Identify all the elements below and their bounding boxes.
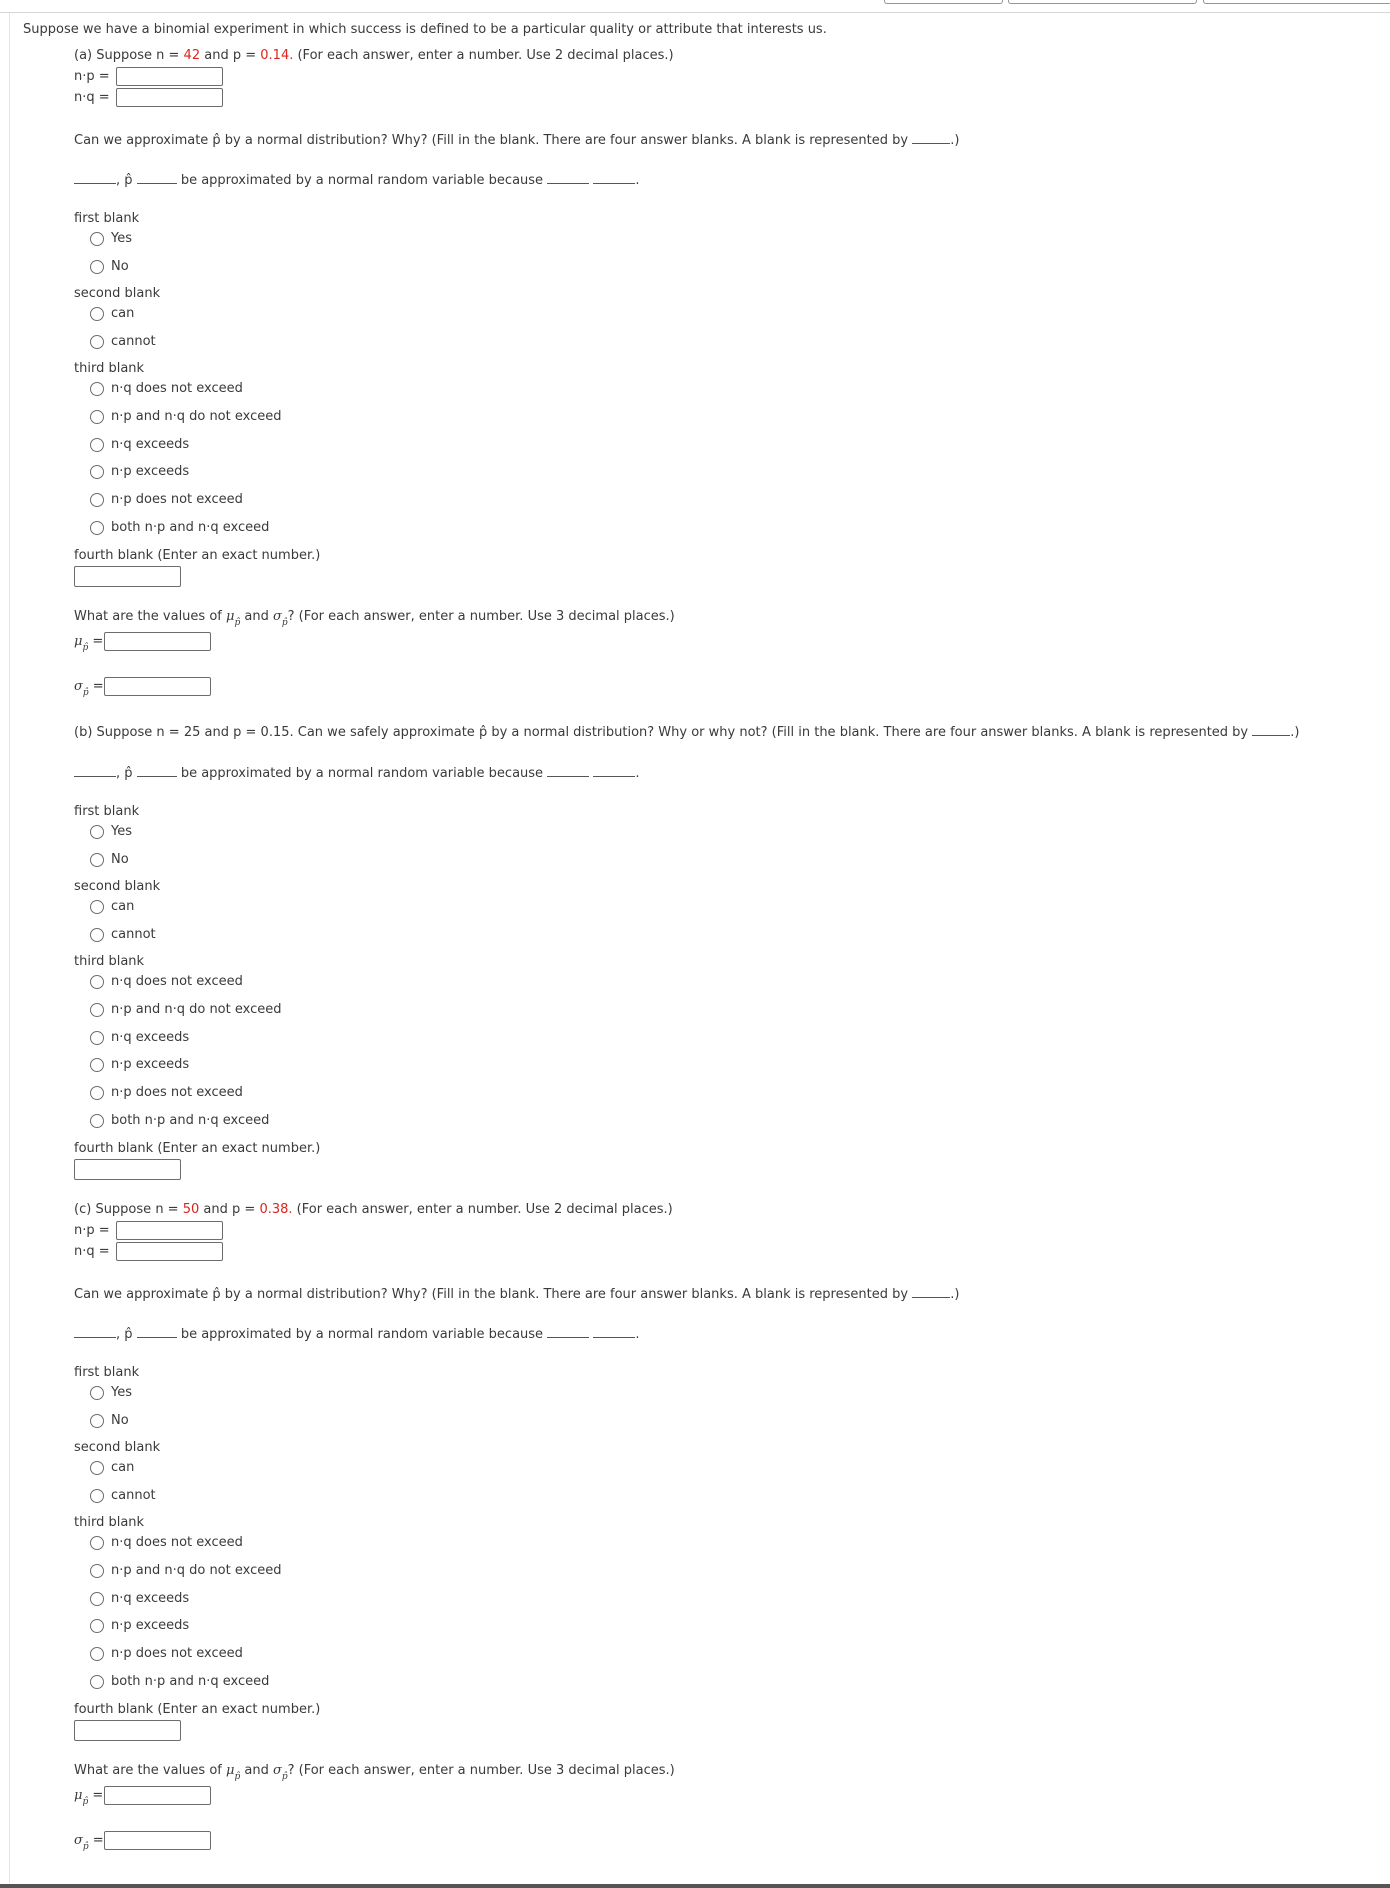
part-c-nq-input[interactable] [116,1242,223,1261]
part-b-fourth-input[interactable] [74,1159,181,1180]
part-b-third-blank-label: third blank [74,954,145,969]
part-b-fill-sentence: , p̂ be approximated by a normal random variable because . [74,764,639,781]
part-c-fourth-blank-label: fourth blank (Enter an exact number.) [74,1702,321,1717]
part-a-header: (a) Suppose n = 42 and p = 0.14. (For each answer, enter a number. Use 2 decimal places.) [74,48,674,63]
part-c-mu-sigma-question: What are the values of $\mu_{p̂}$ and $\sigma_{p̂}$? (For each answer, enter a number. Use 3 decimal places.) [74,1763,675,1782]
part-a-nq-input[interactable] [116,88,223,107]
part-b-third-opt-1[interactable]: n·q does not exceed [90,974,243,989]
part-a-third-opt-4[interactable]: n·p exceeds [90,464,189,479]
part-c-third-opt-4[interactable]: n·p exceeds [90,1618,189,1633]
part-a-mu-input[interactable] [104,632,211,651]
part-b-first-yes[interactable]: Yes [90,824,132,839]
part-a-fourth-blank-label: fourth blank (Enter an exact number.) [74,548,321,563]
part-b-third-opt-2[interactable]: n·p and n·q do not exceed [90,1002,282,1017]
part-b-fourth-blank-label: fourth blank (Enter an exact number.) [74,1141,321,1156]
top-border [0,12,1390,13]
part-b-third-opt-5[interactable]: n·p does not exceed [90,1085,243,1100]
part-c-third-opt-3[interactable]: n·q exceeds [90,1591,189,1606]
part-a-sigma-input[interactable] [104,677,211,696]
part-a-sigma-row: $\sigma_{p̂}$ = [74,677,211,696]
part-a-third-opt-1[interactable]: n·q does not exceed [90,381,243,396]
part-c-np-nq: n·p = n·q = [74,1220,223,1262]
left-rule [9,13,10,1883]
part-c-second-blank-label: second blank [74,1440,161,1455]
intro-text: Suppose we have a binomial experiment in which success is defined to be a particular quality or attribute that interests us. [23,22,827,37]
part-a-first-no[interactable]: No [90,259,129,274]
toolbar-button-1[interactable] [884,0,1003,4]
part-c-header: (c) Suppose n = 50 and p = 0.38. (For each answer, enter a number. Use 2 decimal places.) [74,1202,673,1217]
part-c-first-no[interactable]: No [90,1413,129,1428]
part-a-second-can[interactable]: can [90,306,134,321]
part-c-first-blank-label: first blank [74,1365,140,1380]
part-b-first-blank-label: first blank [74,804,140,819]
part-c-third-opt-1[interactable]: n·q does not exceed [90,1535,243,1550]
part-a-third-opt-5[interactable]: n·p does not exceed [90,492,243,507]
part-a-second-cannot[interactable]: cannot [90,334,156,349]
part-c-third-opt-5[interactable]: n·p does not exceed [90,1646,243,1661]
part-a-third-opt-2[interactable]: n·p and n·q do not exceed [90,409,282,424]
part-a-question: Can we approximate p̂ by a normal distribution? Why? (Fill in the blank. There are four answer blanks. A blank is represented by .) [74,133,960,148]
part-b-second-can[interactable]: can [90,899,134,914]
part-b-third-opt-4[interactable]: n·p exceeds [90,1057,189,1072]
part-a-mu-row: $\mu_{p̂}$ = [74,632,211,651]
part-c-sigma-row: $\sigma_{p̂}$ = [74,1831,211,1850]
part-c-fill-sentence: , p̂ be approximated by a normal random variable because . [74,1325,639,1342]
part-c-second-can[interactable]: can [90,1460,134,1475]
part-a-mu-sigma-question: What are the values of $\mu_{p̂}$ and $\sigma_{p̂}$? (For each answer, enter a number. Use 3 decimal places.) [74,609,675,628]
part-b-first-no[interactable]: No [90,852,129,867]
part-c-second-cannot[interactable]: cannot [90,1488,156,1503]
part-c-question: Can we approximate p̂ by a normal distribution? Why? (Fill in the blank. There are four answer blanks. A blank is represented by .) [74,1287,960,1302]
part-b-header: (b) Suppose n = 25 and p = 0.15. Can we safely approximate p̂ by a normal distribution? Why or why not? (Fill in the blank. There are four answer blanks. A blank is represented by .) [74,725,1300,740]
part-a-np-nq: n·p = n·q = [74,66,223,108]
part-c-first-yes[interactable]: Yes [90,1385,132,1400]
part-c-third-opt-6[interactable]: both n·p and n·q exceed [90,1674,269,1689]
part-b-third-opt-3[interactable]: n·q exceeds [90,1030,189,1045]
part-a-first-yes[interactable]: Yes [90,231,132,246]
toolbar-button-2[interactable] [1008,0,1197,4]
part-a-third-opt-3[interactable]: n·q exceeds [90,437,189,452]
part-c-fourth-input[interactable] [74,1720,181,1741]
part-c-mu-input[interactable] [104,1786,211,1805]
part-a-third-opt-6[interactable]: both n·p and n·q exceed [90,520,269,535]
part-c-mu-row: $\mu_{p̂}$ = [74,1786,211,1805]
part-a-first-blank-label: first blank [74,211,140,226]
part-a-fourth-input[interactable] [74,566,181,587]
part-b-third-opt-6[interactable]: both n·p and n·q exceed [90,1113,269,1128]
part-c-third-blank-label: third blank [74,1515,145,1530]
part-b-second-blank-label: second blank [74,879,161,894]
part-c-np-input[interactable] [116,1221,223,1240]
part-a-fill-sentence: , p̂ be approximated by a normal random variable because . [74,171,639,188]
part-b-second-cannot[interactable]: cannot [90,927,156,942]
part-a-np-input[interactable] [116,67,223,86]
part-c-third-opt-2[interactable]: n·p and n·q do not exceed [90,1563,282,1578]
part-a-second-blank-label: second blank [74,286,161,301]
bottom-bar [0,1884,1390,1888]
part-c-sigma-input[interactable] [104,1831,211,1850]
toolbar-button-3[interactable] [1203,0,1390,4]
part-a-third-blank-label: third blank [74,361,145,376]
